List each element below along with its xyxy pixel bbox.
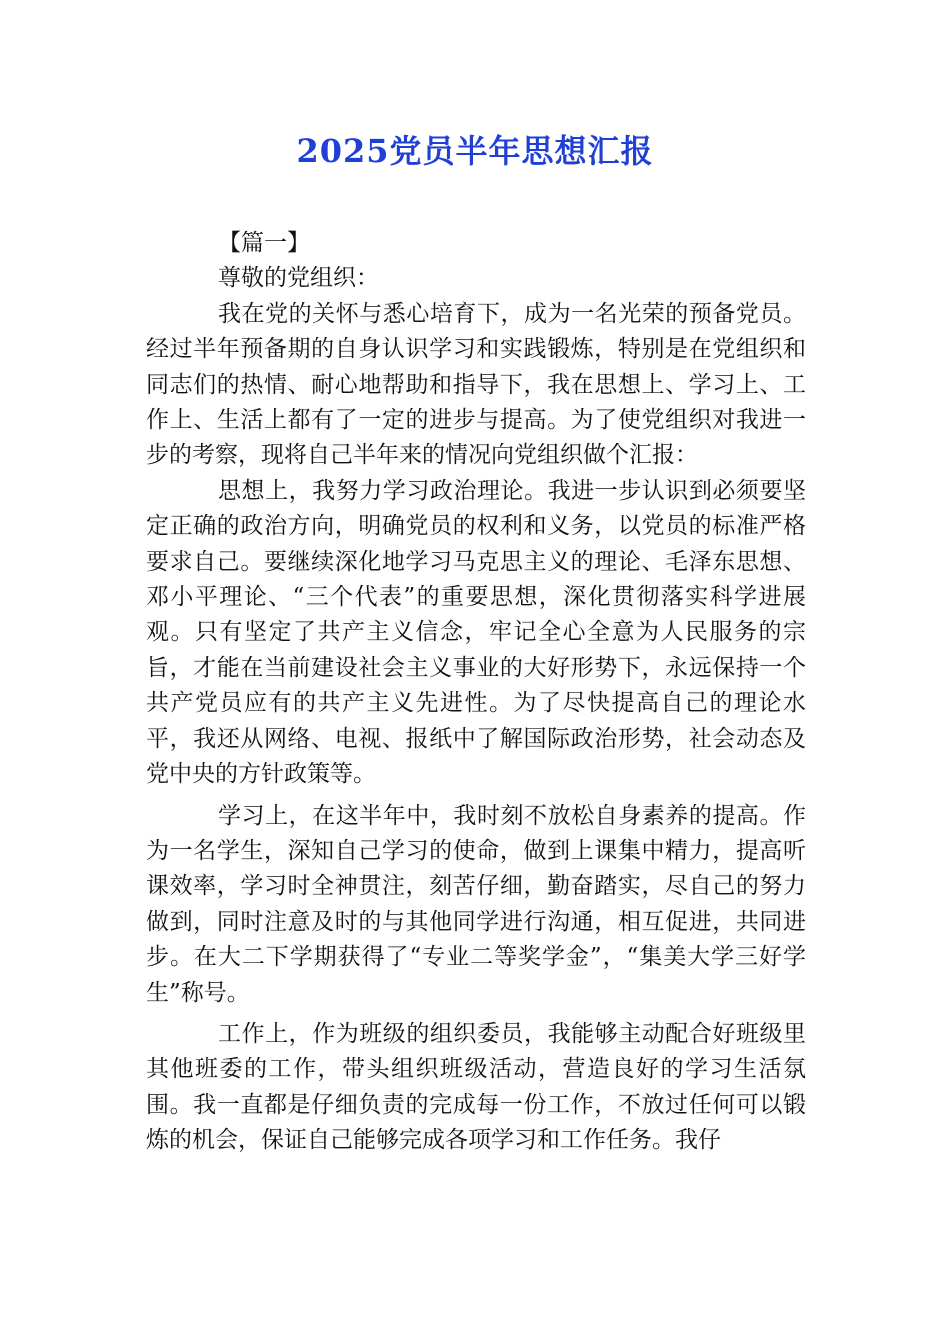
paragraph-work: 工作上，作为班级的组织委员，我能够主动配合好班级里其他班委的工作，带头组织班级活动，营造良好的学习生活氛围。我一直都是仔细负责的完成每一份工作，不放过任何可以锻炼的机会，保证自己能够完成各项学习和工作任务。我仔 [146, 1020, 806, 1154]
document-body [146, 226, 806, 1159]
paragraph-intro: 我在党的关怀与悉心培育下，成为一名光荣的预备党员。经过半年预备期的自身认识学习和实践锻炼，特别是在党组织和同志们的热情、耐心地帮助和指导下，我在思想上、学习上、工作上、生活上都有了一定的进步与提高。为了使党组织对我进一步的考察，现将自己半年来的情况向党组织做个汇报： [146, 300, 806, 469]
paragraph-ideology: 思想上，我努力学习政治理论。我进一步认识到必须要坚定正确的政治方向，明确党员的权利和义务，以党员的标准严格要求自己。要继续深化地学习马克思主义的理论、毛泽东思想、邓小平理论、“三个代表”的重要思想，深化贯彻落实科学进展观。只有坚定了共产主义信念，牢记全心全意为人民服务的宗旨，才能在当前建设社会主义事业的大好形势下，永远保持一个共产党员应有的共产主义先进性。为了尽快提高自己的理论水平，我还从网络、电视、报纸中了解国际政治形势，社会动态及党中央的方针政策等。 [146, 477, 806, 788]
salutation: 尊敬的党组织： [218, 265, 379, 292]
document-title: 2025党员半年思想汇报 [296, 132, 654, 170]
paragraph-study: 学习上，在这半年中，我时刻不放松自身素养的提高。作为一名学生，深知自己学习的使命，做到上课集中精力，提高听课效率，学习时全神贯注，刻苦仔细，勤奋踏实，尽自己的努力做到，同时注意及时的与其他同学进行沟通，相互促进，共同进步。在大二下学期获得了“专业二等奖学金”，“集美大学三好学生”称号。 [146, 802, 806, 1006]
section-label: 【篇一】 [218, 230, 310, 256]
